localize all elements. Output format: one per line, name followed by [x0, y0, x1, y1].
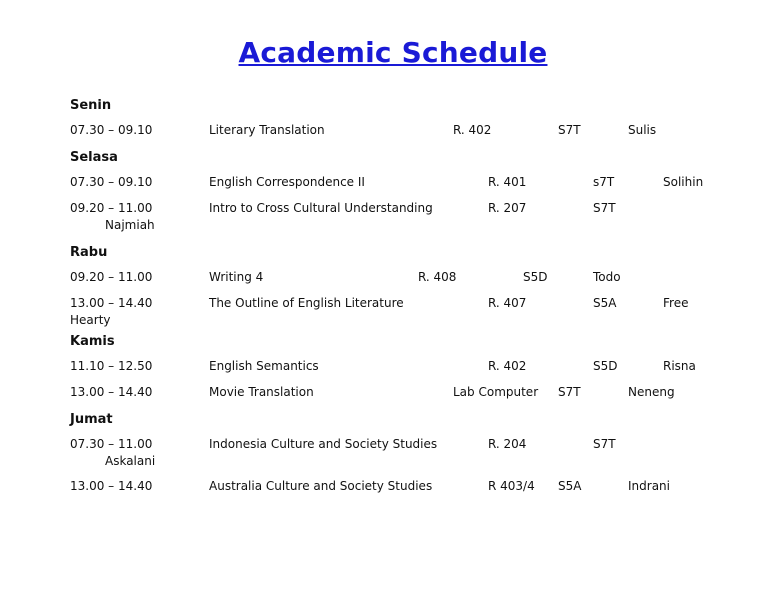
- course-name: Literary Translation: [209, 123, 325, 137]
- day-heading-selasa: Selasa: [70, 150, 118, 165]
- course-name: Intro to Cross Cultural Understanding: [209, 201, 433, 215]
- lecturer-name: Askalani: [105, 454, 156, 468]
- day-heading-kamis: Kamis: [70, 334, 115, 349]
- schedule-row: [70, 478, 730, 504]
- schedule-row: [70, 122, 730, 148]
- class-code: S5A: [558, 479, 582, 493]
- lecturer-name: Najmiah: [105, 218, 155, 232]
- class-code: S7T: [593, 437, 616, 451]
- time-slot: 07.30 – 11.00: [70, 437, 153, 451]
- room: R. 402: [488, 359, 527, 373]
- room: R. 402: [453, 123, 492, 137]
- time-slot: 11.10 – 12.50: [70, 359, 153, 373]
- schedule-body: [70, 96, 730, 504]
- schedule-row: [70, 200, 730, 243]
- room: Lab Computer: [453, 385, 539, 399]
- lecturer-name: Free: [663, 296, 689, 310]
- class-code: S7T: [558, 123, 581, 137]
- time-slot: 09.20 – 11.00: [70, 201, 153, 215]
- day-heading-senin: Senin: [70, 98, 112, 113]
- class-code: S5D: [523, 270, 548, 284]
- lecturer-name: Neneng: [628, 385, 675, 399]
- class-code: S5D: [593, 359, 618, 373]
- document-title: Academic Schedule: [238, 36, 548, 69]
- schedule-row: [70, 174, 730, 200]
- time-slot: 13.00 – 14.40: [70, 296, 153, 310]
- course-name: English Semantics: [209, 359, 319, 373]
- course-name: Writing 4: [209, 270, 264, 284]
- schedule-row: [70, 269, 730, 295]
- class-code: S5A: [593, 296, 617, 310]
- time-slot: 09.20 – 11.00: [70, 270, 153, 284]
- lecturer-name: Todo: [593, 270, 621, 284]
- course-name: Movie Translation: [209, 385, 314, 399]
- room: R 403/4: [488, 479, 535, 493]
- schedule-row: [70, 295, 730, 332]
- course-name: Indonesia Culture and Society Studies: [209, 437, 438, 451]
- course-name: The Outline of English Literature: [209, 296, 404, 310]
- lecturer-name: Sulis: [628, 123, 657, 137]
- day-heading-jumat: Jumat: [70, 412, 113, 427]
- class-code: S7T: [558, 385, 581, 399]
- room: R. 407: [488, 296, 527, 310]
- time-slot: 13.00 – 14.40: [70, 385, 153, 399]
- lecturer-name: Indrani: [628, 479, 670, 493]
- lecturer-name: Risna: [663, 359, 696, 373]
- schedule-row: [70, 358, 730, 384]
- room: R. 207: [488, 201, 527, 215]
- lecturer-name: Solihin: [663, 175, 704, 189]
- day-heading-rabu: Rabu: [70, 245, 108, 260]
- time-slot: 07.30 – 09.10: [70, 123, 153, 137]
- lecturer-name-continued: Hearty: [70, 313, 111, 327]
- class-code: s7T: [593, 175, 615, 189]
- room: R. 401: [488, 175, 527, 189]
- time-slot: 13.00 – 14.40: [70, 479, 153, 493]
- room: R. 408: [418, 270, 457, 284]
- class-code: S7T: [593, 201, 616, 215]
- schedule-row: [70, 384, 730, 410]
- time-slot: 07.30 – 09.10: [70, 175, 153, 189]
- course-name: English Correspondence II: [209, 175, 365, 189]
- schedule-row: [70, 436, 730, 478]
- course-name: Australia Culture and Society Studies: [209, 479, 433, 493]
- room: R. 204: [488, 437, 527, 451]
